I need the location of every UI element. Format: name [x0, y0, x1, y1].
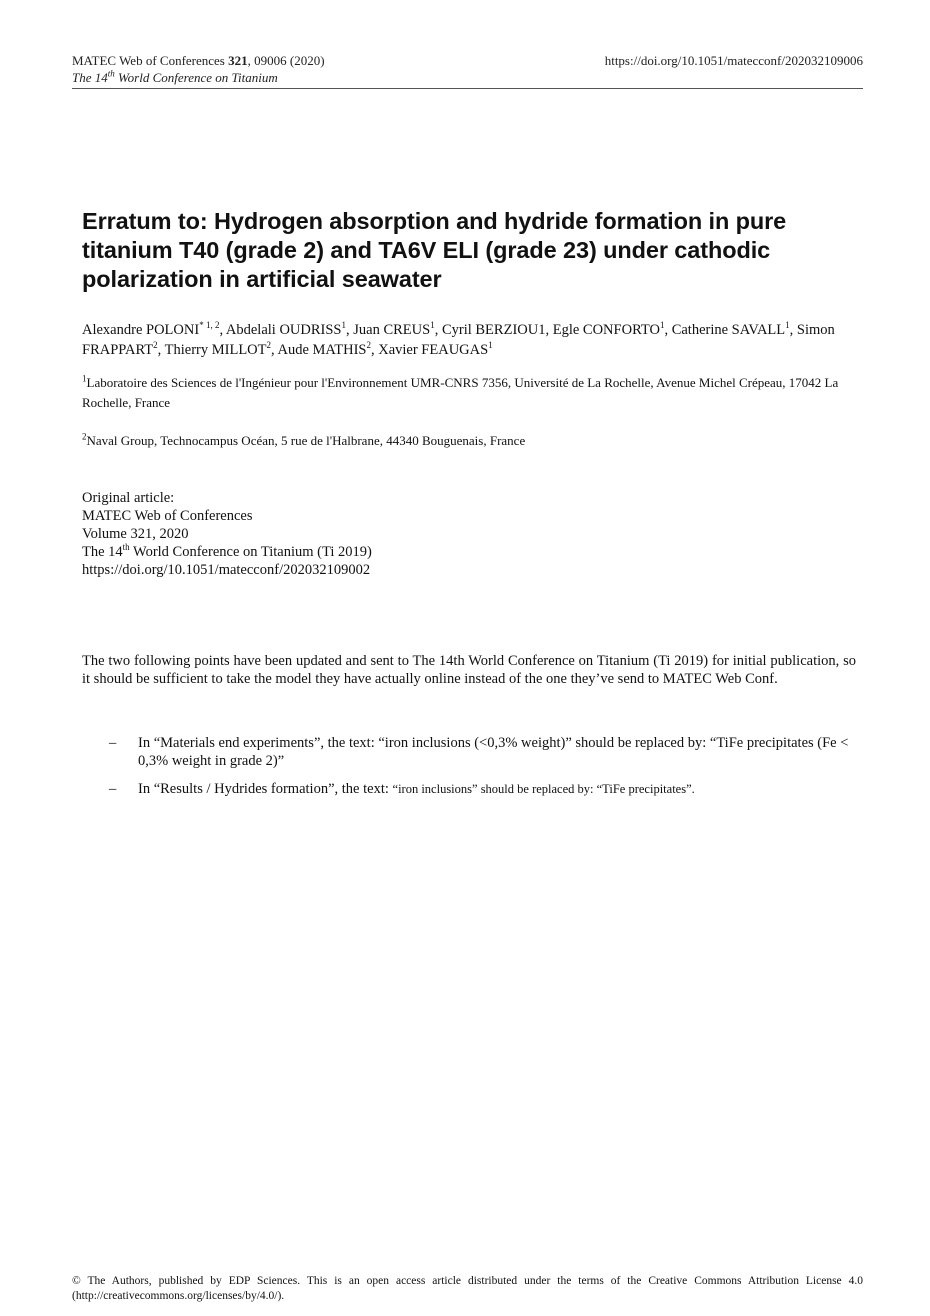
author-affiliation-marker: 1 — [659, 320, 665, 331]
author-name: Juan CREUS — [353, 322, 431, 338]
author-separator: , — [545, 322, 553, 338]
affiliation-2 — [82, 431, 862, 451]
conference-suffix: World Conference on Titanium — [114, 70, 278, 85]
author-name: Catherine SAVALL — [671, 322, 786, 338]
license-footer: © The Authors, published by EDP Sciences. This is an open access article distributed under the terms of the Creative Commons Attribution License 4.0 (http://creativecommons.org/licenses/by/4.0/). — [72, 1275, 863, 1302]
author-separator: , — [789, 322, 797, 338]
header-rule — [72, 88, 863, 89]
author-affiliation-marker: 2 — [366, 340, 371, 351]
list-dash: – — [109, 781, 117, 797]
author-affiliation-marker: 2 — [266, 340, 272, 351]
original-article-doi[interactable]: https://doi.org/10.1051/matecconf/202032109002 — [82, 562, 371, 578]
affiliation-number: 1 — [82, 373, 87, 384]
author-list — [82, 320, 872, 360]
author-affiliation-marker: 1 — [785, 320, 790, 331]
list-item — [82, 780, 857, 798]
author-name: Xavier FEAUGAS — [378, 342, 489, 358]
author-separator: , — [219, 322, 226, 338]
affiliation-number: 2 — [82, 431, 87, 442]
original-article-block — [82, 489, 782, 579]
original-article-volume: Volume 321, 2020 — [82, 526, 189, 542]
affiliation-text: Naval Group, Technocampus Océan, 5 rue de l'Halbrane, 44340 Bouguenais, France — [86, 433, 526, 448]
list-dash: – — [109, 735, 117, 751]
journal-article-number: , 09006 (2020) — [247, 53, 325, 68]
list-item-text: In “Materials end experiments”, the text: “iron inclusions (<0,3% weight)” should be replaced by: “TiFe precipitates (Fe < 0,3% weight in grade 2)” — [138, 735, 849, 769]
author-affiliation-marker: 1 — [430, 320, 435, 331]
body-paragraph: The two following points have been updated and sent to The 14th World Conference on Titanium (Ti 2019) for initial publication, so it should be sufficient to take the model they have actually online instead of the one they’ve send to MATEC Web Conf. — [82, 653, 856, 687]
affiliation-1 — [82, 373, 862, 413]
author-affiliation-marker: 1 — [488, 340, 493, 351]
author-name: Aude MATHIS — [277, 342, 367, 358]
author-separator: , — [434, 322, 442, 338]
author-separator: , — [157, 342, 165, 358]
original-article-journal: MATEC Web of Conferences — [82, 508, 253, 524]
author-affiliation-marker: 1 — [341, 320, 346, 331]
list-item — [82, 734, 857, 770]
author-name: Abdelali OUDRISS — [225, 322, 342, 338]
affiliation-text: Laboratoire des Sciences de l'Ingénieur pour l'Environnement UMR-CNRS 7356, Université de La Rochelle, Avenue Michel Crépeau, 17042 La Rochelle, France — [82, 375, 839, 410]
author-name: Cyril BERZIOU1 — [441, 322, 546, 338]
conference-prefix: The 14 — [82, 544, 123, 560]
page-title: Erratum to: Hydrogen absorption and hydride formation in pure titanium T40 (grade 2) and TA6V ELI (grade 23) under cathodic polarization in artificial seawater — [82, 208, 787, 292]
author-name: Alexandre POLONI — [82, 322, 200, 338]
conference-prefix: The 14 — [72, 70, 108, 85]
author-affiliation-marker: * 1, 2 — [199, 320, 220, 331]
conference-suffix: World Conference on Titanium (Ti 2019) — [129, 544, 372, 560]
original-article-label: Original article: — [82, 490, 175, 506]
author-separator: , — [271, 342, 278, 358]
author-separator: , — [370, 342, 379, 358]
list-item-text-small: “iron inclusions” should be replaced by: “TiFe precipitates”. — [392, 782, 695, 796]
author-separator: , — [346, 322, 354, 338]
author-affiliation-marker: 2 — [153, 340, 158, 351]
conference-sup: th — [122, 542, 130, 553]
author-name: Thierry MILLOT — [164, 342, 267, 358]
author-separator: , — [664, 322, 672, 338]
conference-sup: th — [107, 68, 115, 79]
author-name: Egle CONFORTO — [552, 322, 660, 338]
journal-volume: 321 — [228, 53, 248, 68]
running-header-doi[interactable]: https://doi.org/10.1051/matecconf/202032109006 — [604, 53, 863, 68]
original-article-conference — [82, 543, 782, 561]
author-name: Simon FRAPPART — [82, 322, 835, 358]
running-header-conference — [72, 69, 278, 86]
journal-name: MATEC Web of Conferences — [72, 53, 229, 68]
list-item-text-main: In “Results / Hydrides formation”, the text: — [138, 781, 393, 797]
list-item-text — [138, 780, 857, 798]
running-header-journal — [72, 52, 325, 69]
